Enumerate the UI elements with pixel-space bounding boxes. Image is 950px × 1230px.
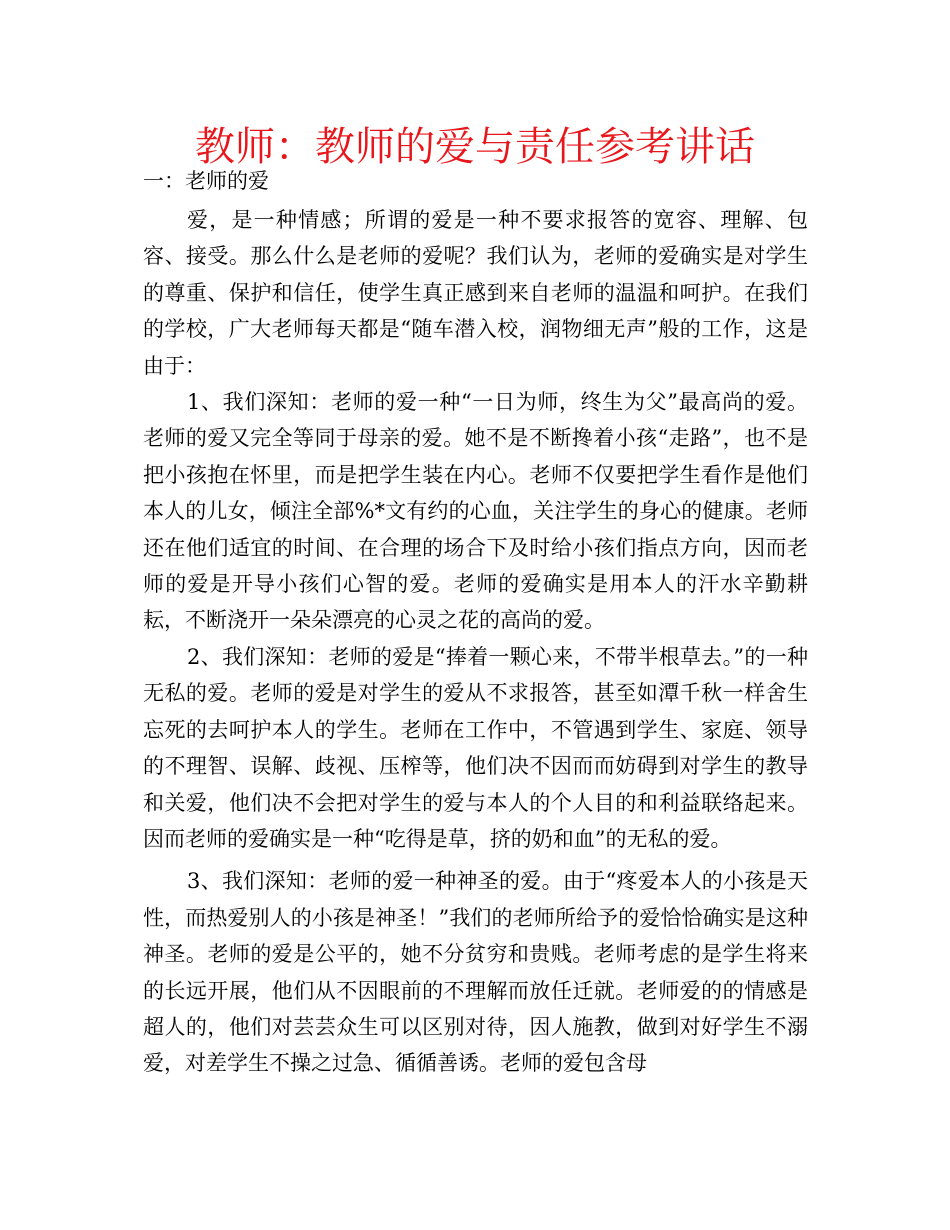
paragraph-point-1: 1、我们深知：老师的爱一种“一日为师，终生为父”最高尚的爱。老师的爱又完全等同于母亲的爱。她不是不断搀着小孩“走路”，也不是把小孩抱在怀里，而是把学生装在内心。老师不仅要把学生看作是他们本人的儿女，倾注全部%*文有约的心血，关注学生的身心的健康。老师还在他们适宜的时间、在合理的场合下及时给小孩们指点方向，因而老师的爱是开导小孩们心智的爱。老师的爱确实是用本人的汗水辛勤耕耘，不断浇开一朵朵漂亮的心灵之花的高尚的爱。 (143, 390, 808, 633)
paragraph-intro: 爱，是一种情感；所谓的爱是一种不要求报答的宽容、理解、包容、接受。那么什么是老师的爱呢？我们认为，老师的爱确实是对学生的尊重、保护和信任，使学生真正感到来自老师的温温和呵护。在我们的学校，广大老师每天都是“随车潜入校，润物细无声”般的工作，这是由于： (143, 208, 808, 378)
document-body (143, 202, 808, 1082)
paragraph-point-3: 3、我们深知：老师的爱一种神圣的爱。由于“疼爱本人的小孩是天性，而热爱别人的小孩是神圣！”我们的老师所给予的爱恰恰确实是这种神圣。老师的爱是公平的，她不分贫穷和贵贱。老师考虑的是学生将来的长远开展，他们从不因眼前的不理解而放任迁就。老师爱的的情感是超人的，他们对芸芸众生可以区别对待，因人施教，做到对好学生不溺爱，对差学生不操之过急、循循善诱。老师的爱包含母 (143, 869, 808, 1076)
paragraph-point-2: 2、我们深知：老师的爱是“捧着一颗心来，不带半根草去。”的一种无私的爱。老师的爱是对学生的爱从不求报答，甚至如潭千秋一样舍生忘死的去呵护本人的学生。老师在工作中，不管遇到学生、家庭、领导的不理智、误解、歧视、压榨等，他们决不因而而妨碍到对学生的教导和关爱，他们决不会把对学生的爱与本人的个人目的和利益联络起来。因而老师的爱确实是一种“吃得是草，挤的奶和血”的无私的爱。 (143, 644, 808, 851)
document-title: 教师：教师的爱与责任参考讲话 (195, 124, 755, 170)
section-heading: 一：老师的爱 (143, 169, 269, 193)
